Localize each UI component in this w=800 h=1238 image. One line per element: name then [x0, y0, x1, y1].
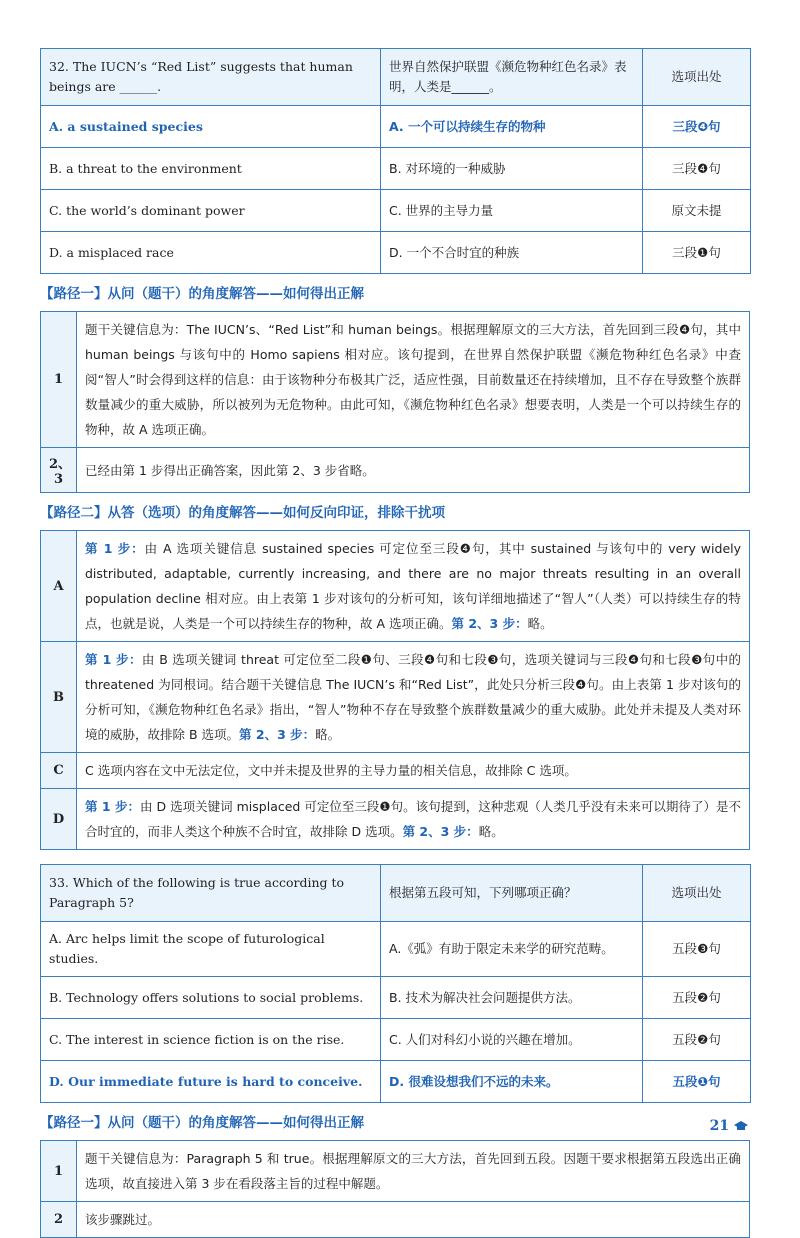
q33-option-src: 五段❷句 [643, 1019, 751, 1061]
q33-option-en: B. Technology offers solutions to social problems. [41, 977, 381, 1019]
step-row [41, 753, 750, 789]
step-label: B [41, 642, 77, 753]
step-lead: 第 1 步： [85, 799, 140, 814]
step-body: 由 A 选项关键信息 sustained species 可定位至三段❹句，其中 sustained 与该句中的 very widely distributed, adaptable, currently increasing, and there are no major threats resulting in an overall population decline 相对应。由上表第 1 步对该句的分析可知，该句详细地描述了“智人”（人类）可以持续生存的特点，也就是说，人类是一个可以持续生存的物种，故 A 选项正确。 [85, 541, 742, 631]
q32-option-en: A. a sustained species [41, 106, 381, 148]
step-label: C [41, 753, 77, 789]
q33-path1-steps [40, 1140, 750, 1238]
q33-option-en: D. Our immediate future is hard to conceive. [41, 1061, 381, 1103]
step-row [41, 1202, 750, 1238]
q33-option-zh: A.《弧》有助于限定未来学的研究范畴。 [381, 922, 643, 977]
step-label: 2、3 [41, 448, 77, 493]
q33-option-row [41, 977, 751, 1019]
q32-path1-steps [40, 311, 750, 493]
q32-question-en: 32. The IUCN’s “Red List” suggests that human beings are ______. [41, 49, 381, 106]
q33-source-header: 选项出处 [643, 865, 751, 922]
step-text: 题干关键信息为：Paragraph 5 和 true。根据理解原文的三大方法，首先回到五段。因题干要求根据第五段选出正确选项，故直接进入第 3 步在看段落主旨的过程中解题。 [77, 1141, 750, 1202]
step-text [77, 789, 750, 850]
q32-option-zh: B. 对环境的一种威胁 [381, 148, 643, 190]
q32-option-row [41, 148, 751, 190]
step-tail-text: 略。 [478, 824, 504, 839]
step-label: A [41, 531, 77, 642]
step-text: C 选项内容在文中无法定位，文中并未提及世界的主导力量的相关信息，故排除 C 选项。 [77, 753, 750, 789]
q32-question-zh: 世界自然保护联盟《濒危物种红色名录》表明，人类是______。 [381, 49, 643, 106]
q32-path2-steps [40, 530, 750, 850]
q33-option-src: 五段❷句 [643, 977, 751, 1019]
page-number [710, 1118, 748, 1134]
q32-option-src: 三段❹句 [643, 106, 751, 148]
q33-path1-title: 【路径一】从问（题干）的角度解答——如何得出正解 [40, 1115, 364, 1131]
step-lead: 第 1 步： [85, 541, 145, 556]
q33-option-row [41, 1019, 751, 1061]
step-text: 已经由第 1 步得出正确答案，因此第 2、3 步省略。 [77, 448, 750, 493]
q33-options-table [40, 864, 751, 1103]
step-text: 该步骤跳过。 [77, 1202, 750, 1238]
q32-path2-title: 【路径二】从答（选项）的角度解答——如何反向印证，排除干扰项 [40, 505, 445, 521]
step-row [41, 531, 750, 642]
q32-option-src: 原文未提 [643, 190, 751, 232]
step-tail: 第 2、3 步： [451, 616, 528, 631]
q32-option-en: C. the world’s dominant power [41, 190, 381, 232]
step-label: D [41, 789, 77, 850]
step-row [41, 1141, 750, 1202]
page-number-text: 21 [709, 1118, 730, 1134]
step-label: 1 [41, 1141, 77, 1202]
step-lead: 第 1 步： [85, 652, 142, 667]
step-row [41, 789, 750, 850]
step-body: 由 B 选项关键词 threat 可定位至二段❶句、三段❹句和七段❸句，选项关键词与三段❹句和七段❸句中的 threatened 为同根词。结合题干关键信息 The IUCN’s 和“Red List”，此处只分析三段❹句。由上表第 1 步对该句的分析可知，《濒危物种红色名录》指出，“智人”物种不存在导致整个族群数量减少的重大威胁。此处并未提及人类对环境的威胁，故排除 B 选项。 [85, 652, 741, 742]
step-label: 1 [41, 312, 77, 448]
step-tail-text: 略。 [527, 616, 553, 631]
step-text [77, 642, 750, 753]
q33-option-src: 五段❸句 [643, 922, 751, 977]
step-row [41, 448, 750, 493]
q33-option-zh: D. 很难设想我们不远的未来。 [381, 1061, 643, 1103]
q32-option-en: D. a misplaced race [41, 232, 381, 274]
step-label: 2 [41, 1202, 77, 1238]
q33-question-zh: 根据第五段可知，下列哪项正确？ [381, 865, 643, 922]
step-row [41, 642, 750, 753]
q33-option-en: C. The interest in science fiction is on the rise. [41, 1019, 381, 1061]
q33-header-row [41, 865, 751, 922]
q33-option-row [41, 922, 751, 977]
q32-option-src: 三段❶句 [643, 232, 751, 274]
q32-path1-title: 【路径一】从问（题干）的角度解答——如何得出正解 [40, 286, 364, 302]
q32-source-header: 选项出处 [643, 49, 751, 106]
q33-question-en: 33. Which of the following is true according to Paragraph 5? [41, 865, 381, 922]
step-text [77, 531, 750, 642]
q33-option-en: A. Arc helps limit the scope of futurological studies. [41, 922, 381, 977]
graduation-cap-icon [734, 1121, 748, 1131]
q33-option-zh: B. 技术为解决社会问题提供方法。 [381, 977, 643, 1019]
step-tail-text: 略。 [315, 727, 341, 742]
q32-option-row [41, 106, 751, 148]
q32-options-table [40, 48, 751, 274]
q33-option-src: 五段❶句 [643, 1061, 751, 1103]
step-text: 题干关键信息为：The IUCN’s、“Red List”和 human beings。根据理解原文的三大方法，首先回到三段❹句，其中 human beings 与该句中的 Homo sapiens 相对应。该句提到，在世界自然保护联盟《濒危物种红色名录》中查阅“智人”时会得到这样的信息：由于该物种分布极其广泛，适应性强，目前数量还在持续增加，且不存在导致整个族群数量减少的重大威胁，所以被列为无危物种。由此可知，《濒危物种红色名录》想要表明，人类是一个可以持续生存的物种，故 A 选项正确。 [77, 312, 750, 448]
q32-option-en: B. a threat to the environment [41, 148, 381, 190]
step-tail: 第 2、3 步： [402, 824, 479, 839]
step-row [41, 312, 750, 448]
q33-option-zh: C. 人们对科幻小说的兴趣在增加。 [381, 1019, 643, 1061]
q32-option-row [41, 232, 751, 274]
q33-option-row [41, 1061, 751, 1103]
q32-option-src: 三段❹句 [643, 148, 751, 190]
q32-option-zh: A. 一个可以持续生存的物种 [381, 106, 643, 148]
q32-option-zh: C. 世界的主导力量 [381, 190, 643, 232]
q32-header-row [41, 49, 751, 106]
q32-option-zh: D. 一个不合时宜的种族 [381, 232, 643, 274]
q32-option-row [41, 190, 751, 232]
step-tail: 第 2、3 步： [239, 727, 316, 742]
page-content [40, 48, 750, 1238]
step-body: 由 D 选项关键词 misplaced 可定位至三段❶句。该句提到，这种悲观（人类几乎没有未来可以期待了）是不合时宜的，而非人类这个种族不合时宜，故排除 D 选项。 [85, 799, 741, 839]
